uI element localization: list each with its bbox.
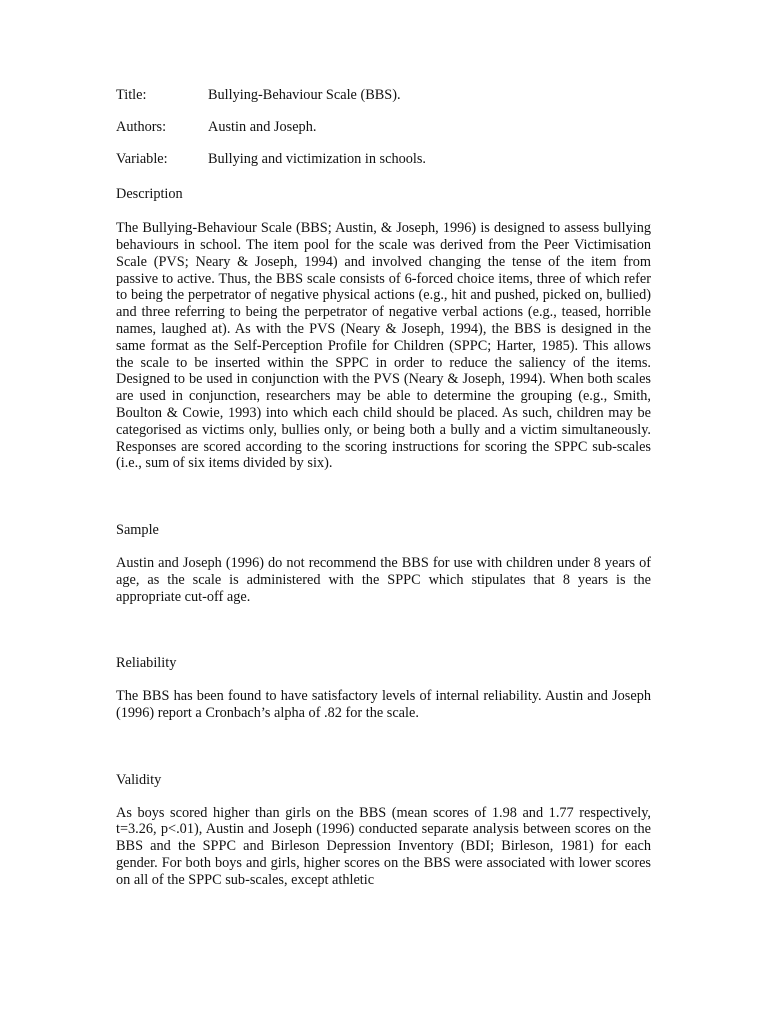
reliability-heading: Reliability: [116, 655, 177, 672]
document-page: [116, 87, 651, 889]
variable-row: [116, 151, 651, 168]
validity-paragraph: As boys scored higher than girls on the BBS (mean scores of 1.98 and 1.77 respectively, t=3.26, p<.01), Austin and Joseph (1996) conducted separate analysis between scores on the BBS and the SPPC and Birleson Depression Inventory (BDI; Birleson, 1981) for each gender. For both boys and girls, higher scores on the BBS were associated with lower scores on all of the SPPC sub-scales, except athletic: [116, 804, 651, 888]
description-paragraph: The Bullying-Behaviour Scale (BBS; Austin, & Joseph, 1996) is designed to assess bullying behaviours in school. The item pool for the scale was derived from the Peer Victimisation Scale (PVS; Neary & Joseph, 1994) and involved changing the tense of the item from passive to active. Thus, the BBS scale consists of 6-forced choice items, three of which refer to being the perpetrator of negative physical actions (e.g., hit and pushed, picked on, bullied) and three referring to being the perpetrator of negative verbal actions (e.g., teased, horrible names, laughed at). As with the PVS (Neary & Joseph, 1994), the BBS is designed in the same format as the Self-Perception Profile for Children (SPPC; Harter, 1985). This allows the scale to be inserted within the SPPC in order to reduce the saliency of the items. Designed to be used in conjunction with the PVS (Neary & Joseph, 1994). When both scales are used in conjunction, researchers may be able to determine the grouping (e.g., Smith, Boulton & Cowie, 1993) into which each child should be placed. As such, children may be categorised as victims only, bullies only, or being both a bully and a victim simultaneously. Responses are scored according to the scoring instructions for scoring the SPPC sub-scales (i.e., sum of six items divided by six).: [116, 220, 651, 472]
reliability-paragraph: The BBS has been found to have satisfactory levels of internal reliability. Austin and Joseph (1996) report a Cronbach’s alpha of .82 for the scale.: [116, 688, 651, 721]
variable-label: Variable:: [116, 150, 168, 167]
title-label: Title:: [116, 87, 147, 103]
description-heading: Description: [116, 186, 183, 203]
variable-value: Bullying and victimization in schools.: [208, 150, 427, 167]
sample-paragraph: Austin and Joseph (1996) do not recommend the BBS for use with children under 8 years of age, as the scale is administered with the SPPC which stipulates that 8 years is the appropriate cut-off age.: [116, 554, 651, 605]
title-value: Bullying-Behaviour Scale (BBS).: [208, 87, 401, 103]
sample-heading: Sample: [116, 522, 159, 539]
title-row: [116, 87, 651, 104]
authors-row: [116, 119, 651, 136]
authors-value: Austin and Joseph.: [208, 118, 317, 135]
authors-label: Authors:: [116, 118, 167, 135]
validity-heading: Validity: [116, 771, 162, 788]
